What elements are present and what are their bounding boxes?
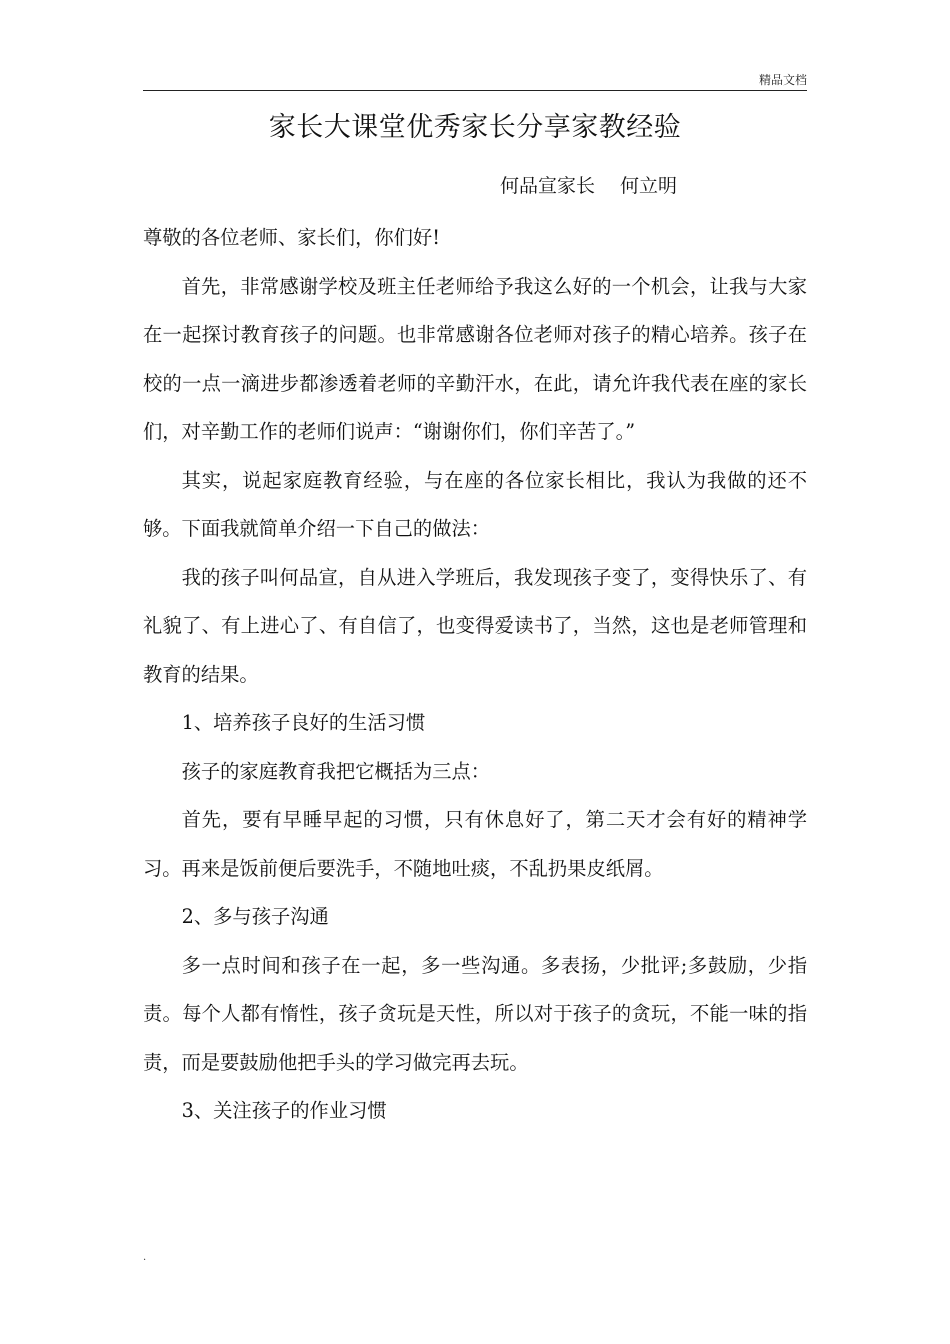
document-body [143, 214, 807, 1136]
footer-mark: . [143, 1252, 147, 1263]
section-heading: 2、多与孩子沟通 [181, 905, 329, 928]
greeting-paragraph: 尊敬的各位老师、家长们，你们好! [143, 226, 440, 249]
header-label: 精品文档 [758, 73, 807, 87]
header-divider [143, 90, 807, 91]
section-heading: 1、培养孩子良好的生活习惯 [181, 711, 426, 734]
body-paragraph: 其实，说起家庭教育经验，与在座的各位家长相比，我认为我做的还不够。下面我就简单介绍一下自己的做法： [143, 468, 807, 540]
document-author: 何品宣家长 何立明 [500, 175, 678, 197]
document-title: 家长大课堂优秀家长分享家教经验 [268, 112, 682, 143]
body-paragraph: 孩子的家庭教育我把它概括为三点： [181, 759, 491, 783]
body-paragraph: 首先，非常感谢学校及班主任老师给予我这么好的一个机会，让我与大家在一起探讨教育孩子的问题。也非常感谢各位老师对孩子的精心培养。孩子在校的一点一滴进步都渗透着老师的辛勤汗水，在此，请允许我代表在座的家长们，对辛勤工作的老师们说声：“谢谢你们，你们辛苦了。” [143, 274, 807, 443]
body-paragraph: 多一点时间和孩子在一起，多一些沟通。多表扬，少批评;多鼓励，少指责。每个人都有惰性，孩子贪玩是天性，所以对于孩子的贪玩，不能一味的指责，而是要鼓励他把手头的学习做完再去玩。 [143, 953, 807, 1074]
body-paragraph: 首先，要有早睡早起的习惯，只有休息好了，第二天才会有好的精神学习。再来是饭前便后要洗手，不随地吐痰，不乱扔果皮纸屑。 [143, 808, 807, 880]
body-paragraph: 我的孩子叫何品宣，自从进入学班后，我发现孩子变了，变得快乐了、有礼貌了、有上进心了、有自信了，也变得爱读书了，当然，这也是老师管理和教育的结果。 [143, 565, 807, 686]
section-heading: 3、关注孩子的作业习惯 [181, 1099, 387, 1122]
